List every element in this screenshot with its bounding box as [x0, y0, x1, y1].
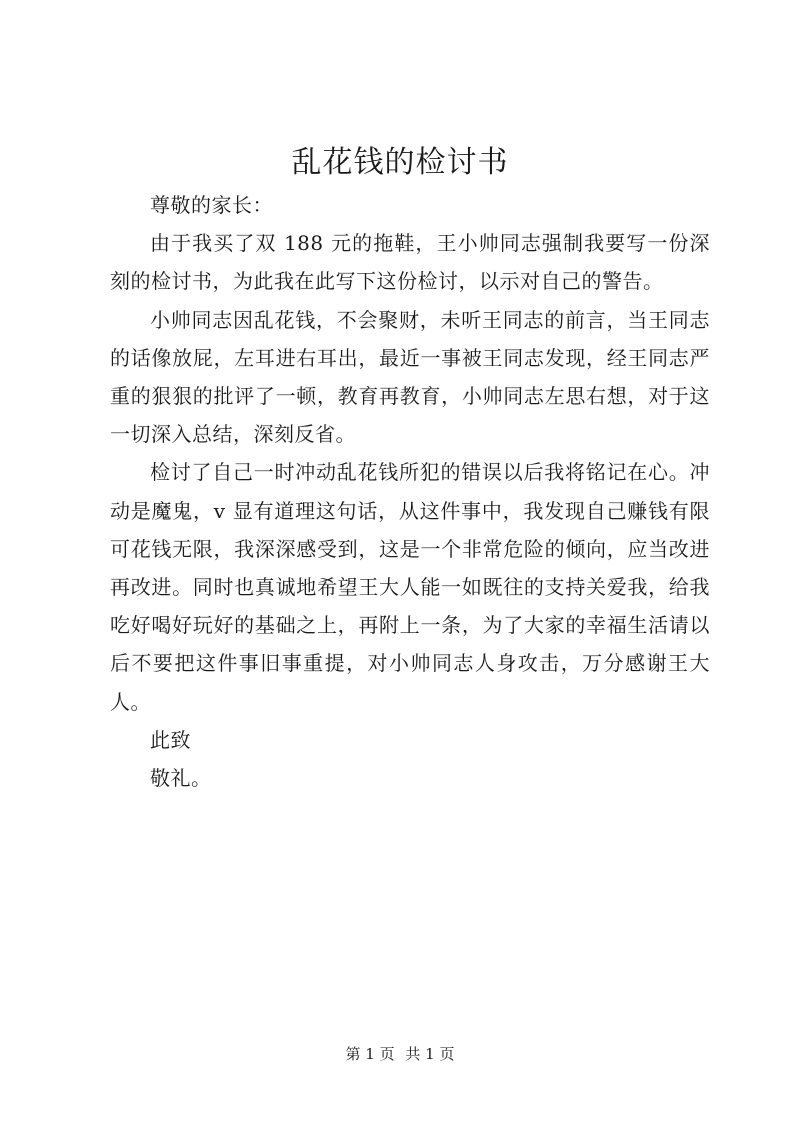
- page-total: 共 1 页: [405, 1045, 455, 1063]
- page-number: 第 1 页: [345, 1045, 395, 1063]
- salutation: 尊敬的家长：: [150, 193, 273, 217]
- document-title: 乱花钱的检讨书: [291, 145, 509, 180]
- closing-line-1: 此致: [150, 727, 191, 752]
- document-body: [110, 186, 710, 797]
- paragraph-2: 小帅同志因乱花钱，不会聚财，未听王同志的前言，当王同志的话像放屁，左耳进右耳出，最近一事被王同志发现，经王同志严重的狠狠的批评了一顿，教育再教育，小帅同志左思右想，对于这一切深入总结，深刻反省。: [110, 307, 710, 447]
- paragraph-3: 检讨了自己一时冲动乱花钱所犯的错误以后我将铭记在心。冲动是魔鬼，v 显有道理这句话，从这件事中，我发现自己赚钱有限可花钱无限，我深深感受到，这是一个非常危险的倾向，应当改进再改进。同时也真诚地希望王大人能一如既往的支持关爱我，给我吃好喝好玩好的基础之上，再附上一条，为了大家的幸福生活请以后不要把这件事旧事重提，对小帅同志人身攻击，万分感谢王大人。: [110, 460, 710, 714]
- page-footer: [0, 1044, 800, 1064]
- paragraph-1: 由于我买了双 188 元的拖鞋，王小帅同志强制我要写一份深刻的检讨书，为此我在此写下这份检讨，以示对自己的警告。: [110, 231, 710, 294]
- closing-line-2: 敬礼。: [150, 766, 212, 791]
